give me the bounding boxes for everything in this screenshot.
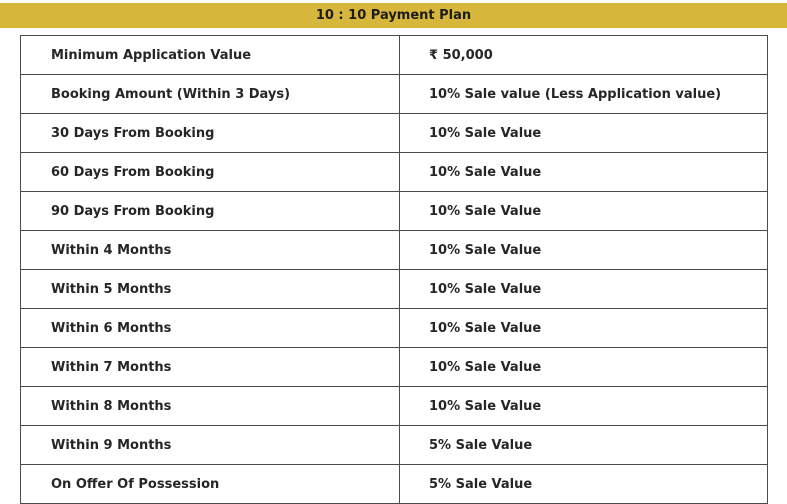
payment-value: 10% Sale Value xyxy=(400,192,768,231)
table-row xyxy=(21,114,768,153)
table-row xyxy=(21,192,768,231)
table-row xyxy=(21,387,768,426)
payment-value: 10% Sale Value xyxy=(400,387,768,426)
milestone-label: Minimum Application Value xyxy=(21,36,400,75)
payment-value: 10% Sale Value xyxy=(400,309,768,348)
payment-value: 10% Sale Value xyxy=(400,348,768,387)
payment-value: 10% Sale Value xyxy=(400,153,768,192)
payment-plan-table xyxy=(20,35,768,504)
milestone-label: Within 4 Months xyxy=(21,231,400,270)
payment-value: 5% Sale Value xyxy=(400,426,768,465)
milestone-label: 30 Days From Booking xyxy=(21,114,400,153)
table-row xyxy=(21,309,768,348)
milestone-label: On Offer Of Possession xyxy=(21,465,400,504)
payment-value: 5% Sale Value xyxy=(400,465,768,504)
milestone-label: Within 5 Months xyxy=(21,270,400,309)
milestone-label: Within 6 Months xyxy=(21,309,400,348)
payment-value: ₹ 50,000 xyxy=(400,36,768,75)
milestone-label: Within 8 Months xyxy=(21,387,400,426)
table-row xyxy=(21,231,768,270)
milestone-label: Within 7 Months xyxy=(21,348,400,387)
table-row xyxy=(21,153,768,192)
payment-value: 10% Sale Value xyxy=(400,114,768,153)
table-row xyxy=(21,270,768,309)
payment-value: 10% Sale Value xyxy=(400,231,768,270)
table-row xyxy=(21,75,768,114)
payment-value: 10% Sale Value xyxy=(400,270,768,309)
payment-plan-title: 10 : 10 Payment Plan xyxy=(0,3,787,28)
payment-value: 10% Sale value (Less Application value) xyxy=(400,75,768,114)
milestone-label: Booking Amount (Within 3 Days) xyxy=(21,75,400,114)
table-row xyxy=(21,36,768,75)
milestone-label: Within 9 Months xyxy=(21,426,400,465)
table-row xyxy=(21,465,768,504)
milestone-label: 90 Days From Booking xyxy=(21,192,400,231)
table-row xyxy=(21,426,768,465)
table-row xyxy=(21,348,768,387)
milestone-label: 60 Days From Booking xyxy=(21,153,400,192)
